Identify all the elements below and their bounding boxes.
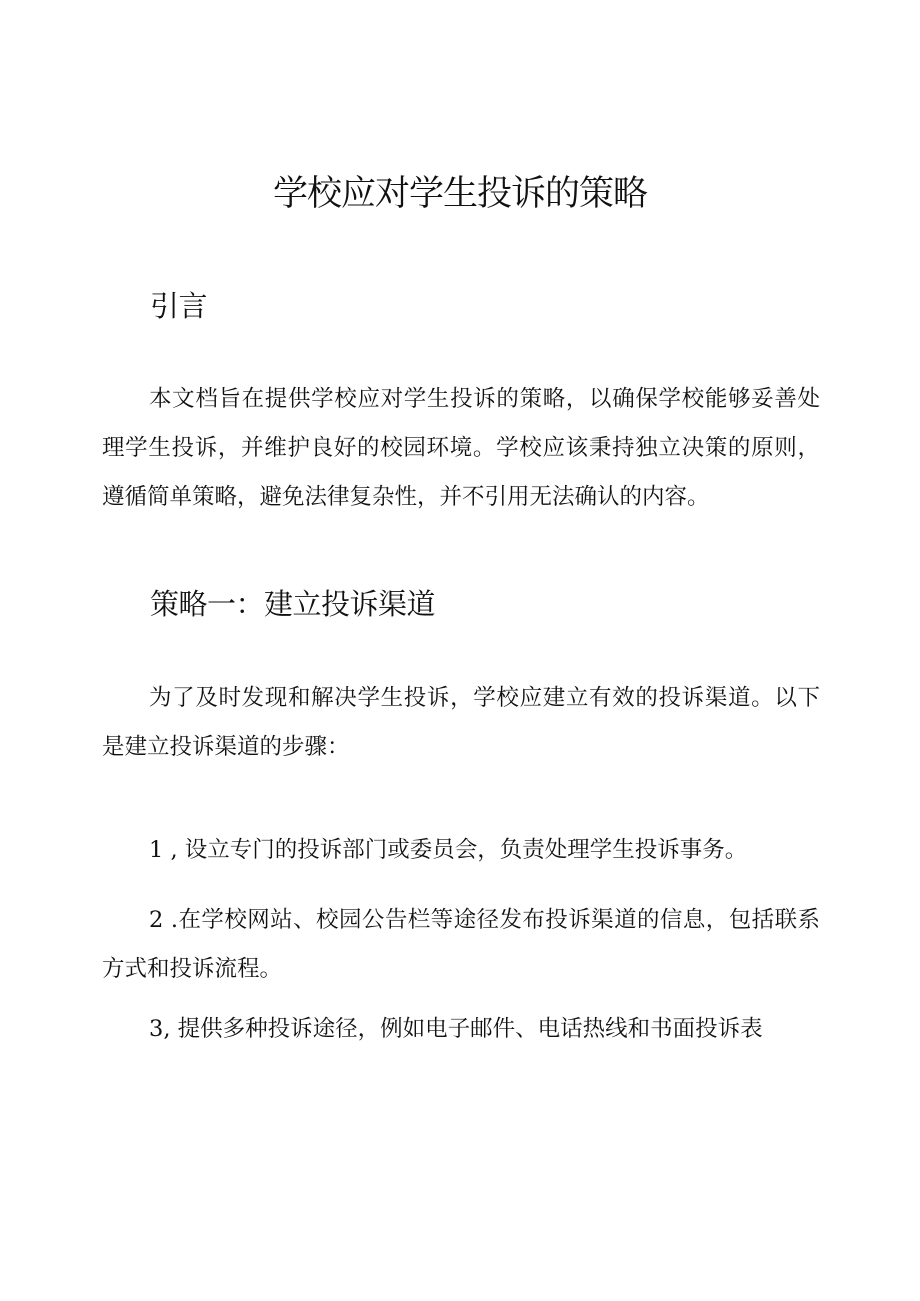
strategy-1-step-1: 1 , 设立专门的投诉部门或委员会，负责处理学生投诉事务。 <box>149 837 748 863</box>
section-heading-introduction: 引言 <box>150 289 208 323</box>
introduction-paragraph: 本文档旨在提供学校应对学生投诉的策略，以确保学校能够妥善处理学生投诉，并维护良好的校园环境。学校应该秉持独立决策的原则，遵循简单策略，避免法律复杂性，并不引用无法确认的内容。 <box>102 386 820 510</box>
section-heading-strategy-1: 策略一：建立投诉渠道 <box>150 587 436 621</box>
strategy-1-step-3: 3, 提供多种投诉途径，例如电子邮件、电话热线和书面投诉表 <box>149 1016 763 1042</box>
strategy-1-paragraph: 为了及时发现和解决学生投诉，学校应建立有效的投诉渠道。以下是建立投诉渠道的步骤： <box>102 685 820 760</box>
document-title: 学校应对学生投诉的策略 <box>272 174 647 214</box>
strategy-1-step-2: 2 .在学校网站、校园公告栏等途径发布投诉渠道的信息，包括联系方式和投诉流程。 <box>102 907 820 982</box>
